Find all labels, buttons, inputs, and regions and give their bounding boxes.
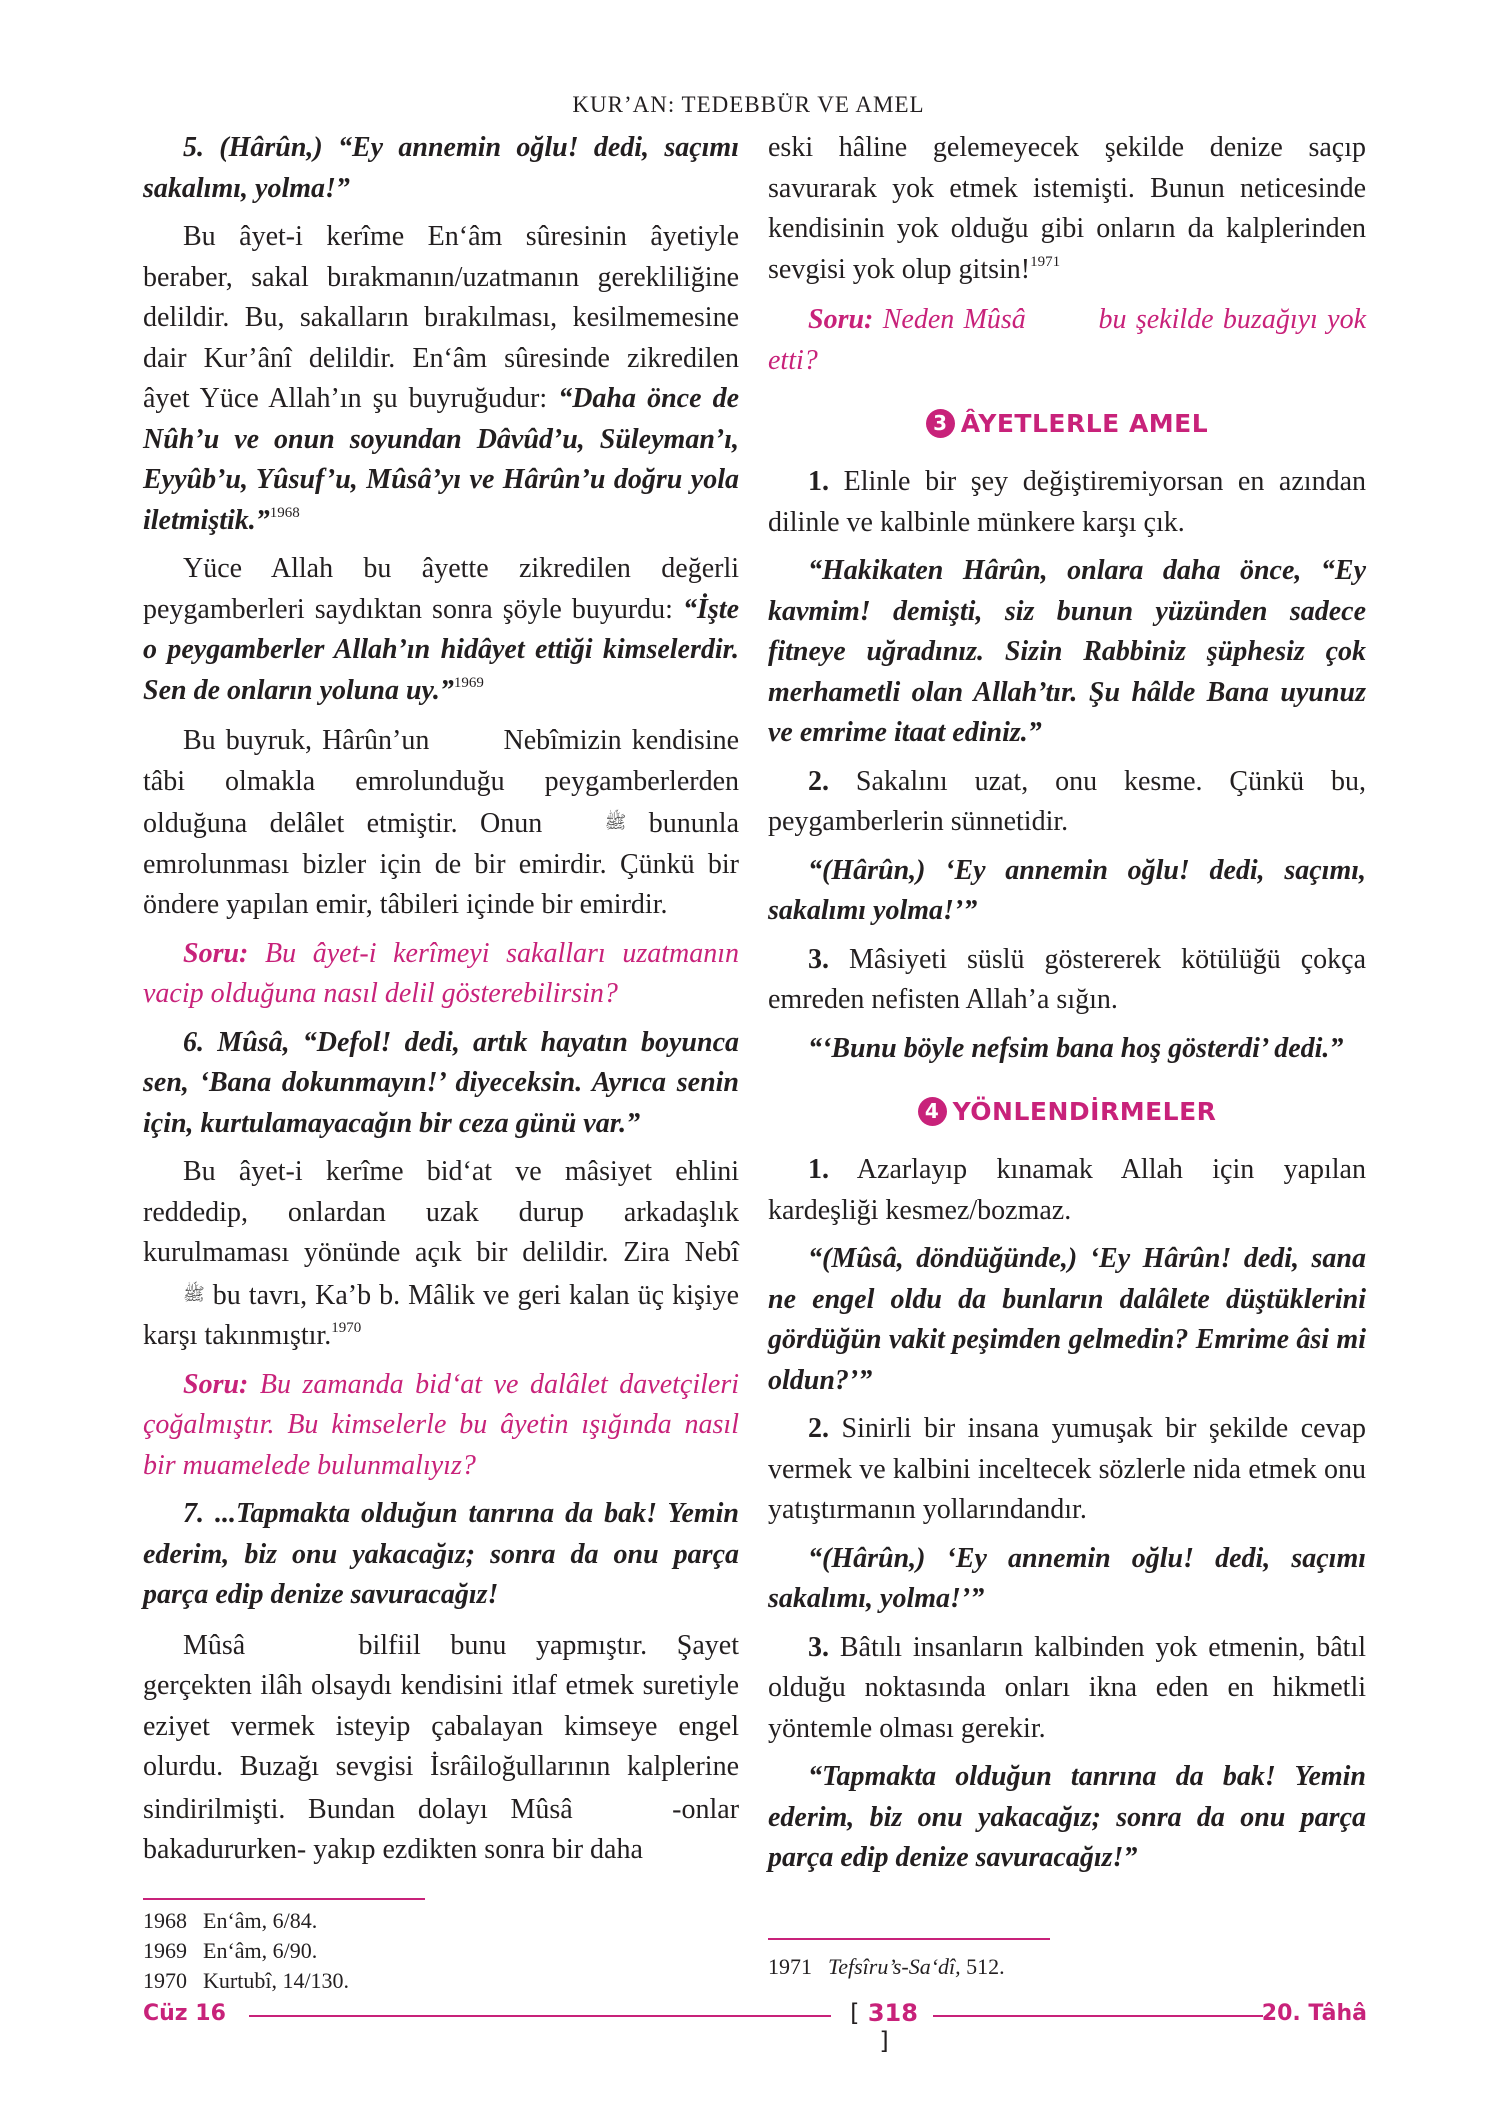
footnote-entry — [143, 1906, 703, 1936]
verse-7 — [143, 1494, 739, 1616]
item-number: 2. — [808, 1413, 829, 1444]
quoted-verse: “(Hârûn,) ‘Ey annemin oğlu! dedi, saçımı sakalımı, yolma!’” — [768, 1542, 1366, 1614]
verse-text: ...Tapmakta olduğun tanrına da bak! Yemin ederim, biz onu yakacağız; sonra da onu parça parça edip denize savuracağız! — [143, 1498, 740, 1610]
footnote-ref[interactable]: 1970 — [331, 1320, 362, 1336]
commentary-paragraph — [143, 719, 739, 926]
page-footer — [143, 1999, 1367, 2055]
honorific-glyph-icon: ﷤ — [635, 1797, 650, 1818]
footnote-text: En‘âm, 6/90. — [203, 1938, 318, 1963]
salawat-glyph-icon: ﷺ — [183, 1283, 205, 1304]
footnote-number: 1968 — [143, 1908, 187, 1933]
item-number: 3. — [808, 1631, 829, 1663]
commentary-paragraph — [143, 1624, 739, 1871]
list-item — [768, 462, 1366, 543]
footnote-text: En‘âm, 6/84. — [203, 1908, 318, 1933]
footnote-text: 512. — [960, 1954, 1005, 1979]
verse-number: 5. — [183, 132, 204, 163]
question-block — [143, 934, 739, 1015]
commentary-text: Bu âyet-i kerîme En‘âm sûresinin âyetiyle beraber, sakal bırakmanın/uzatmanın gerekliliğine delildir. Bu, sakalların bırakılması, kesilmemesine dair Kur’ânî delildir. En‘âm sûresinde zikredilen âyet Yüce Allah’ın şu buyruğudur: — [143, 221, 739, 414]
item-text: Bâtılı insanların kalbinden yok etmenin, bâtıl olduğu noktasında onları ikna eden en hikmetli yöntemle olması gerekir. — [768, 1631, 1367, 1744]
footnotes-left — [143, 1906, 703, 1996]
commentary-paragraph — [768, 128, 1366, 290]
honorific-glyph-icon: ﷤ — [479, 729, 494, 749]
question-text: Neden Mûsâ — [882, 304, 1026, 335]
footnotes-right — [768, 1952, 1328, 1982]
quoted-verse: “‘Bunu böyle nefsim bana hoş gösterdi’ dedi.” — [808, 1032, 1344, 1064]
commentary-text: Bu âyet-i kerîme bid‘at ve mâsiyet ehlini reddedip, onlardan uzak durup arkadaşlık kurulmaması yönünde açık bir delildir. Zira Nebî — [143, 1156, 739, 1268]
section-number-badge: 4 — [918, 1097, 947, 1126]
verse-5 — [143, 128, 739, 209]
question-label: Soru: — [183, 937, 249, 969]
commentary-paragraph — [143, 549, 739, 711]
footnote-ref[interactable]: 1969 — [453, 674, 484, 691]
footnote-source-title: Tefsîru’s-Sa‘dî, — [828, 1954, 961, 1979]
footnote-ref[interactable]: 1971 — [1030, 253, 1061, 270]
list-item — [768, 940, 1366, 1021]
verse-text: (Hârûn,) “Ey annemin oğlu! dedi, saçımı sakalımı, yolma!” — [143, 132, 739, 204]
question-text: bu şekilde buzağıyı yok etti? — [768, 304, 1367, 376]
juz-label: Cüz 16 — [143, 2001, 226, 2026]
section-heading-3 — [768, 409, 1366, 438]
verse-6 — [143, 1023, 739, 1145]
verse-number: 7. — [183, 1498, 204, 1529]
footnote-number: 1969 — [143, 1938, 187, 1963]
commentary-text: Mûsâ — [183, 1629, 246, 1661]
section-title: ÂYETLERLE AMEL — [960, 409, 1209, 438]
footnote-divider — [143, 1898, 425, 1900]
honorific-glyph-icon: ﷤ — [314, 1633, 329, 1654]
quoted-verse: “İşte o peygamberler Allah’ın hidâyet ettiği kimselerdir. Sen de onların yoluna uy.” — [143, 593, 739, 706]
commentary-text: bu tavrı, Ka’b b. Mâlik ve geri kalan üç kişiye karşı takınmıştır. — [143, 1279, 740, 1351]
surah-label: 20. Tâhâ — [1261, 2001, 1367, 2026]
verse-text: Mûsâ, “Defol! dedi, artık hayatın boyunca sen, ‘Bana dokunmayın!’ diyeceksin. Ayrıca senin için, kurtulamayacağın bir ceza günü var.” — [143, 1026, 739, 1139]
commentary-text: Yüce Allah bu âyette zikredilen değerli peygamberleri saydıktan sonra şöyle buyurdu: — [143, 553, 739, 625]
item-number: 2. — [808, 765, 829, 797]
left-column — [143, 128, 739, 1879]
list-item — [768, 762, 1366, 843]
honorific-glyph-icon: ﷤ — [1075, 308, 1090, 328]
question-label: Soru: — [183, 1368, 249, 1400]
commentary-paragraph — [143, 1152, 739, 1357]
page-number-value: 318 — [867, 1999, 918, 2027]
verse-number: 6. — [183, 1026, 204, 1058]
question-text: Bu âyet-i kerîmeyi sakalları uzatmanın vacip olduğuna nasıl delil gösterebilirsin? — [143, 937, 740, 1009]
commentary-text: bununla emrolunması bizler için de bir emirdir. Çünkü bir öndere yapılan emir, tâbileri içinde bir emirdir. — [143, 808, 740, 920]
commentary-paragraph — [143, 217, 739, 541]
section-heading-4 — [768, 1097, 1366, 1126]
right-column — [768, 128, 1366, 1887]
item-number: 1. — [808, 1154, 829, 1185]
item-number: 1. — [808, 466, 829, 497]
page-number — [843, 1999, 925, 2055]
footnote-text: Kurtubî, 14/130. — [203, 1968, 350, 1993]
section-title: YÖNLENDİRMELER — [952, 1097, 1217, 1126]
footnote-entry — [143, 1936, 703, 1966]
commentary-text: Nebîmizin kendisine tâbi olmakla emrolunduğu peygamberlerden olduğuna delâlet etmiştir. Onun — [143, 725, 740, 839]
footnote-entry — [143, 1966, 703, 1996]
salawat-glyph-icon: ﷺ — [604, 812, 627, 832]
commentary-text: eski hâline gelemeyecek şekilde denize saçıp savurarak yok etmek istemişti. Bunun neticesinde kendisinin yok olduğu gibi onların da kalplerinden sevgisi yok olup gitsin! — [768, 132, 1366, 285]
commentary-text: -onlar bakadururken- yakıp ezdikten sonra bir daha — [143, 1793, 740, 1865]
footnote-ref[interactable]: 1968 — [269, 504, 300, 521]
item-text: Azarlayıp kınamak Allah için yapılan kardeşliği kesmez/bozmaz. — [768, 1154, 1366, 1226]
quoted-verse: “Hakikaten Hârûn, onlara daha önce, “Ey kavmim! demişti, siz bunun yüzünden sadece fitneye uğradınız. Sizin Rabbiniz şüphesiz çok merhametli olan Allah’tır. Şu hâlde Bana uyunuz ve emrime itaat ediniz.” — [768, 555, 1366, 748]
commentary-text: bilfiil bunu yapmıştır. Şayet gerçekten ilâh olsaydı kendisini itlaf etmek suretiyle eziyet vermek isteyip çabalayan kimseye engel olurdu. Buzağı sevgisi İsrâiloğullarının kalplerine sindirilmişti. Bundan dolayı Mûsâ — [143, 1629, 740, 1825]
running-header: KUR’AN: TEDEBBÜR VE AMEL — [572, 92, 925, 117]
quoted-verse: “Tapmakta olduğun tanrına da bak! Yemin ederim, biz onu yakacağız; sonra da onu parça parça edip denize savuracağız!” — [768, 1761, 1366, 1873]
quoted-verse: “(Mûsâ, döndüğünde,) ‘Ey Hârûn! dedi, sana ne engel oldu da bunların dalâlete düştüklerini gördüğün vakit peşimden gelmedin? Emrime âsi mi oldun?’” — [768, 1243, 1366, 1396]
section-number-badge: 3 — [926, 409, 955, 438]
quoted-verse: “(Hârûn,) ‘Ey annemin oğlu! dedi, saçımı, sakalımı yolma!’” — [768, 854, 1366, 926]
item-text: Elinle bir şey değiştiremiyorsan en azından dilinle ve kalbinle münkere karşı çık. — [768, 466, 1366, 538]
question-text: Bu zamanda bid‘at ve dalâlet davetçileri çoğalmıştır. Bu kimselerle bu âyetin ışığında nasıl bir muamelede bulunmalıyız? — [143, 1368, 739, 1481]
item-text: Sinirli bir insana yumuşak bir şekilde cevap vermek ve kalbini inceltecek sözlerle nida etmek onu yatıştırmanın yollarındandır. — [768, 1413, 1367, 1525]
footnote-number: 1971 — [768, 1954, 812, 1979]
item-number: 3. — [808, 943, 829, 975]
question-label: Soru: — [808, 304, 874, 335]
footer-rule — [249, 2015, 831, 2017]
question-block — [768, 298, 1366, 381]
commentary-text: Bu buyruk, Hârûn’un — [183, 725, 430, 756]
bracket-close: ] — [879, 2027, 889, 2055]
footnote-divider — [768, 1938, 1050, 1940]
footer-rule — [933, 2015, 1263, 2017]
list-item — [768, 1150, 1366, 1231]
item-text: Sakalını uzat, onu kesme. Çünkü bu, peygamberlerin sünnetidir. — [768, 765, 1367, 837]
list-item — [768, 1409, 1366, 1531]
quoted-verse: “Daha önce de Nûh’u ve onun soyundan Dâvûd’u, Süleyman’ı, Eyyûb’u, Yûsuf’u, Mûsâ’yı ve Hârûn’u doğru yola iletmiştik.” — [143, 383, 740, 536]
question-block — [143, 1365, 739, 1487]
footnote-entry — [768, 1952, 1328, 1982]
list-item — [768, 1628, 1366, 1750]
footnote-number: 1970 — [143, 1968, 187, 1993]
bracket-open: [ — [850, 1999, 860, 2027]
item-text: Mâsiyeti süslü göstererek kötülüğü çokça emreden nefisten Allah’a sığın. — [768, 943, 1366, 1015]
